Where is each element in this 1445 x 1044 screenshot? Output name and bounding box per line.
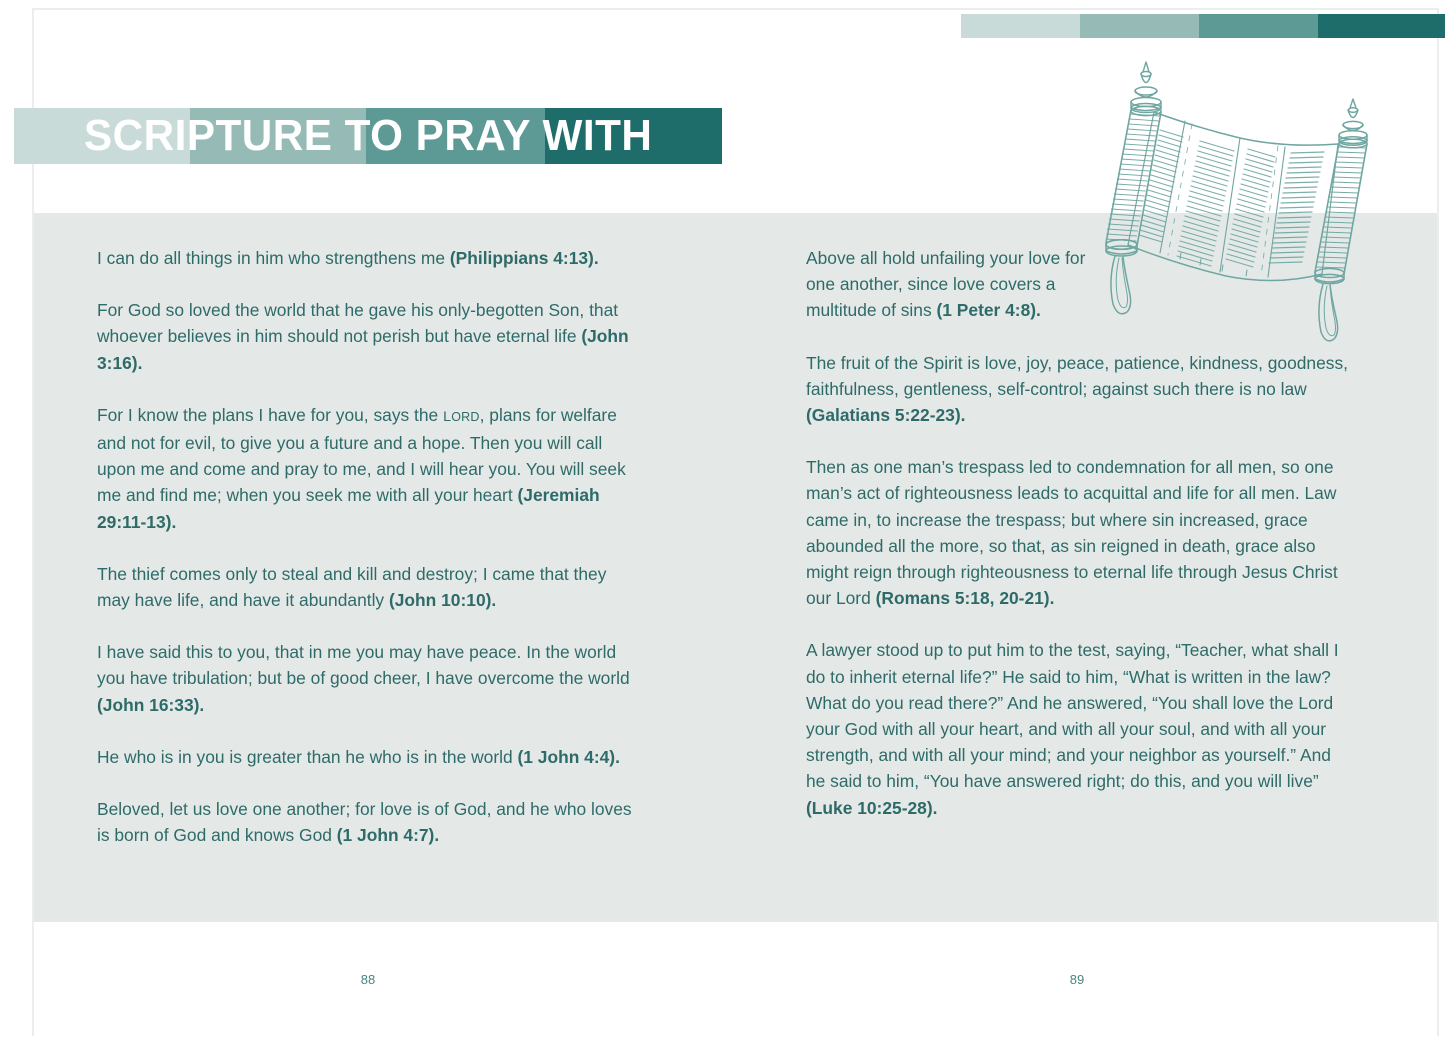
passage-text: For God so loved the world that he gave his only-begotten Son, that whoever believes in him should not perish but have eternal life: [97, 300, 619, 347]
passage-text: He who is in you is greater than he who is in the world: [97, 746, 518, 767]
top-strip-band-3: [1199, 14, 1318, 38]
passage-galatians: [806, 350, 1351, 429]
passage-luke: [806, 637, 1351, 820]
passage-philippians: [97, 245, 642, 271]
passage-text: Beloved, let us love one another; for love is of God, and he who loves is born of God and knows God: [97, 799, 632, 846]
passage-citation: (John 10:10).: [388, 590, 497, 611]
divine-name-lord: L: [443, 408, 452, 425]
passage-text: I have said this to you, that in me you may have peace. In the world you have tribulation; but be of good cheer, I have overcome the world: [97, 642, 630, 689]
passage-citation: (John 16:33).: [97, 694, 205, 715]
passage-text: Above all hold unfailing your love for one another, since love covers a multitude of sins: [806, 248, 1086, 321]
page-number-right: 89: [1069, 972, 1085, 987]
passage-john-3-16: [97, 297, 642, 376]
page-title: SCRIPTURE TO PRAY WITH: [84, 111, 653, 160]
page-border-top: [32, 8, 1439, 10]
passage-1-peter: [806, 245, 1091, 324]
top-strip-band-1: [961, 14, 1080, 38]
passage-jeremiah: [97, 402, 642, 535]
passage-citation: (1 Peter 4:8).: [936, 300, 1041, 321]
passage-citation: (Jeremiah 29:11-13).: [97, 485, 600, 532]
passage-text: Then as one man’s trespass led to condemnation for all men, so one man’s act of righteousness leads to acquittal and life for all men. Law came in, to increase the trespass; but where sin increased, grace abounded all the more, so that, as sin reigned in death, grace also might reign through righteousness to eternal life through Jesus Christ our Lord: [806, 457, 1338, 609]
left-page-text-column: [97, 245, 642, 874]
top-strip-band-4: [1318, 14, 1445, 38]
passage-john-10-10: [97, 561, 642, 613]
passage-text: A lawyer stood up to put him to the test, saying, “Teacher, what shall I do to inherit eternal life?” He said to him, “What is written in the law? What do you read there?” And he answered, “You shall love the Lord your God with all your heart, and with all your soul, and with all your strength, and with all your mind; and your neighbor as yourself.” And he said to him, “You have answered right; do this, and you will live”: [806, 640, 1339, 792]
passage-citation: (Philippians 4:13).: [449, 248, 599, 268]
passage-1-john-4-4: [97, 744, 642, 770]
passage-romans: [806, 454, 1351, 611]
passage-text: I can do all things in him who strengthens me: [97, 248, 450, 268]
top-decorative-strip: [961, 14, 1445, 38]
right-page-text-column: [806, 245, 1351, 847]
passage-citation: (Luke 10:25-28).: [806, 797, 938, 818]
passage-citation: (1 John 4:4).: [517, 746, 620, 767]
passage-text: The fruit of the Spirit is love, joy, peace, patience, kindness, goodness, faithfulness, gentleness, self-control; against such there is no law: [806, 352, 1348, 399]
passage-citation: (Romans 5:18, 20-21).: [875, 588, 1055, 609]
passage-text: The thief comes only to steal and kill and destroy; I came that they may have life, and have it abundantly: [97, 563, 607, 611]
passage-citation: (1 John 4:7).: [336, 825, 440, 846]
page-number-left: 88: [360, 972, 376, 987]
divine-name-lord-rest: ORD: [451, 409, 480, 424]
page-border-right: [1437, 8, 1439, 1036]
passage-text-after: , plans for welfare and not for evil, to give you a future and a hope. Then you will call upon me and come and pray to me, and I will hear you. You will seek me and find me; when you seek me with all your heart: [97, 404, 626, 506]
passage-john-16-33: [97, 639, 642, 718]
passage-1-john-4-7: [97, 796, 642, 848]
passage-text: For I know the plans I have for you, says the: [97, 404, 444, 425]
top-strip-band-2: [1080, 14, 1199, 38]
passage-citation: (Galatians 5:22-23).: [806, 405, 966, 426]
passage-citation: (John 3:16).: [97, 326, 629, 373]
